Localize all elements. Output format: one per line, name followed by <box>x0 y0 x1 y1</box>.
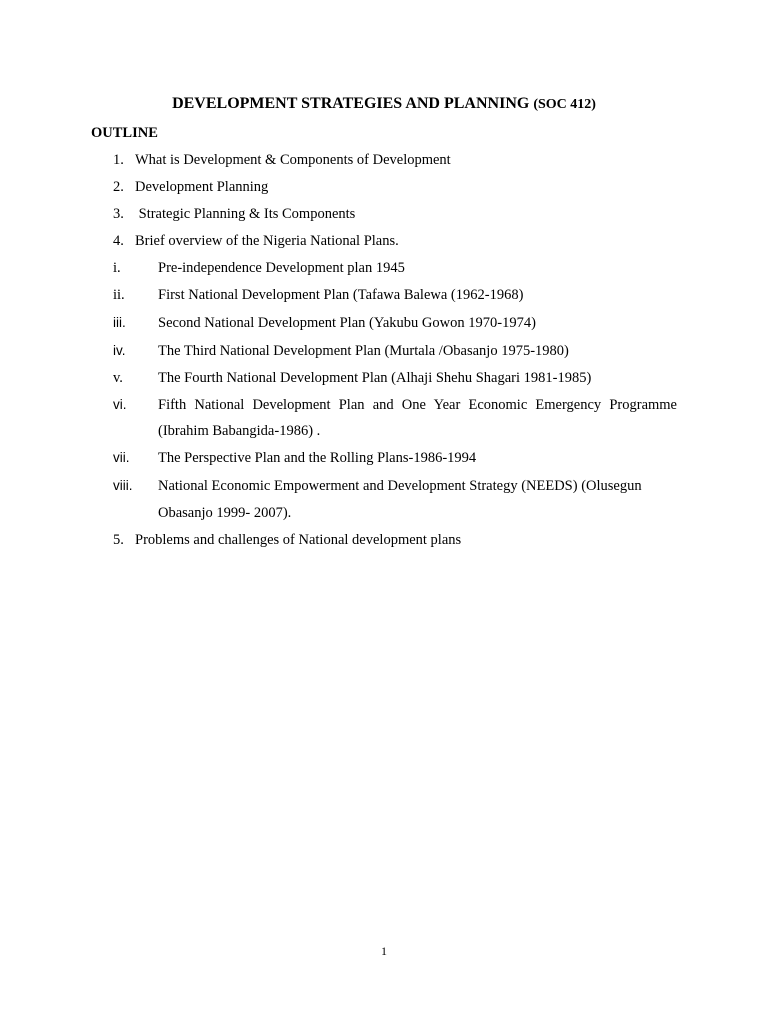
item-number: 5. <box>113 532 124 548</box>
item-text: Problems and challenges of National development plans <box>135 532 462 548</box>
sub-item-number: vii. <box>113 450 130 465</box>
page-number: 1 <box>381 944 387 958</box>
item-text: What is Development & Components of Development <box>135 152 451 168</box>
item-number: 3. <box>113 206 124 222</box>
sub-item-number: i. <box>113 260 121 276</box>
sub-item-text-line1: Fifth National Development Plan and One Year Economic Emergency Programme <box>158 397 677 413</box>
document-title <box>0 94 768 115</box>
sub-item-text: The Third National Development Plan (Murtala /Obasanjo 1975-1980) <box>158 343 569 359</box>
title-text: DEVELOPMENT STRATEGIES AND PLANNING <box>172 95 530 112</box>
sub-item-text: Pre-independence Development plan 1945 <box>158 260 405 276</box>
sub-item-text-line2: Obasanjo 1999- 2007). <box>158 505 292 521</box>
sub-item-number: iv. <box>113 343 126 358</box>
sub-item-text: First National Development Plan (Tafawa Balewa (1962-1968) <box>158 287 524 303</box>
sub-item-text: The Fourth National Development Plan (Alhaji Shehu Shagari 1981-1985) <box>158 370 592 386</box>
sub-item-text: Second National Development Plan (Yakubu Gowon 1970-1974) <box>158 315 536 331</box>
sub-item-text-line1: National Economic Empowerment and Development Strategy (NEEDS) (Olusegun <box>158 478 642 494</box>
sub-item-number: iii. <box>113 315 126 330</box>
sub-item-number: v. <box>113 370 123 386</box>
item-number: 2. <box>113 179 124 195</box>
sub-item-number: viii. <box>113 478 133 493</box>
sub-item-number: vi. <box>113 397 127 412</box>
item-number: 1. <box>113 152 124 168</box>
sub-item-number: ii. <box>113 287 125 303</box>
item-text: Strategic Planning & Its Components <box>135 206 356 222</box>
course-code: (SOC 412) <box>533 97 596 112</box>
item-text: Development Planning <box>135 179 269 195</box>
sub-item-text: The Perspective Plan and the Rolling Plans-1986-1994 <box>158 450 477 466</box>
item-number: 4. <box>113 233 124 249</box>
outline-heading: OUTLINE <box>91 125 158 141</box>
sub-item-text-line2: (Ibrahim Babangida-1986) . <box>158 423 321 439</box>
item-text: Brief overview of the Nigeria National Plans. <box>135 233 399 249</box>
